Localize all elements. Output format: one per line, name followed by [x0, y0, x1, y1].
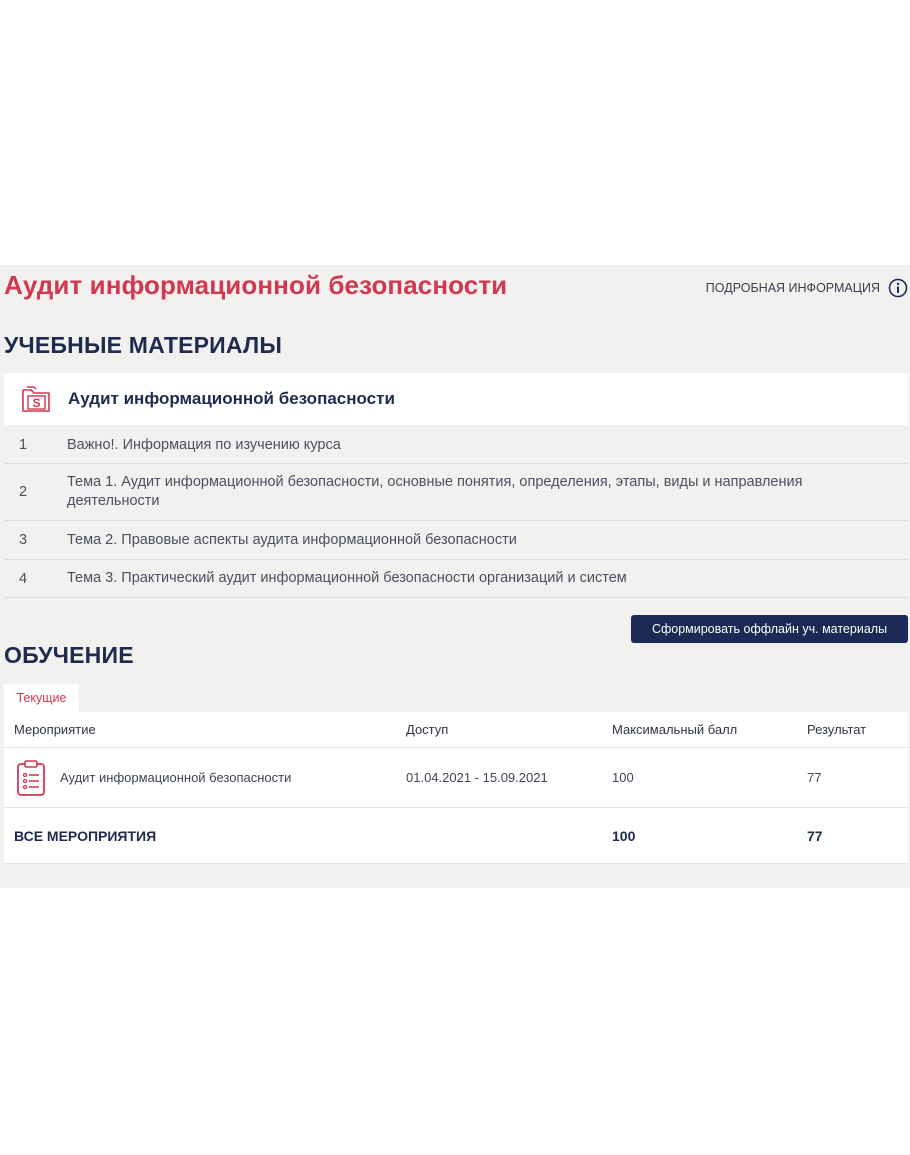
table-row[interactable]: [4, 748, 908, 808]
details-link[interactable]: [706, 278, 908, 298]
clipboard-list-icon: [16, 759, 46, 797]
info-icon[interactable]: [888, 278, 908, 298]
materials-card-title: Аудит информационной безопасности: [68, 389, 395, 408]
column-header-access: Доступ: [406, 722, 449, 737]
list-item[interactable]: [4, 560, 908, 598]
materials-card[interactable]: [4, 373, 908, 425]
svg-text:S: S: [32, 396, 41, 410]
item-text[interactable]: Важно!. Информация по изучению курса: [67, 436, 341, 453]
item-text[interactable]: Тема 3. Практический аудит информационной безопасности организаций и систем: [67, 570, 627, 586]
item-number: 1: [19, 437, 28, 453]
learning-heading: ОБУЧЕНИЕ: [4, 642, 134, 668]
access-cell: 01.04.2021 - 15.09.2021: [406, 770, 548, 785]
item-number: 3: [19, 532, 28, 548]
details-link-label: ПОДРОБНАЯ ИНФОРМАЦИЯ: [705, 281, 880, 295]
event-cell[interactable]: [4, 759, 406, 797]
max-score-cell: 100: [612, 770, 634, 785]
total-label: ВСЕ МЕРОПРИЯТИЯ: [14, 827, 157, 844]
list-item[interactable]: [4, 427, 908, 464]
column-header-result: Результат: [807, 722, 867, 737]
total-result: 77: [807, 827, 823, 844]
tab-current[interactable]: Текущие: [4, 684, 79, 712]
materials-heading: УЧЕБНЫЕ МАТЕРИАЛЫ: [4, 332, 283, 358]
list-item[interactable]: [4, 464, 908, 521]
materials-list: [4, 427, 908, 598]
event-name[interactable]: Аудит информационной безопасности: [60, 770, 292, 785]
list-item[interactable]: [4, 521, 908, 560]
table-header: [4, 712, 908, 748]
result-cell: 77: [807, 770, 822, 785]
item-number: 2: [19, 484, 28, 500]
column-header-max-score: Максимальный балл: [612, 722, 738, 737]
item-text[interactable]: Тема 2. Правовые аспекты аудита информационной безопасности: [67, 531, 517, 548]
events-table: [4, 712, 908, 864]
column-header-event: Мероприятие: [14, 722, 96, 737]
item-number: 4: [19, 570, 28, 587]
table-total-row: [4, 808, 908, 864]
folder-s-icon: [20, 384, 54, 414]
generate-offline-materials-button[interactable]: Сформировать оффлайн уч. материалы: [631, 615, 908, 643]
total-max-score: 100: [612, 827, 636, 844]
course-title: Аудит информационной безопасности: [4, 270, 508, 300]
item-text[interactable]: Тема 1. Аудит информационной безопасности, основные понятия, определения, этапы, виды и направления деятельности: [67, 474, 803, 509]
